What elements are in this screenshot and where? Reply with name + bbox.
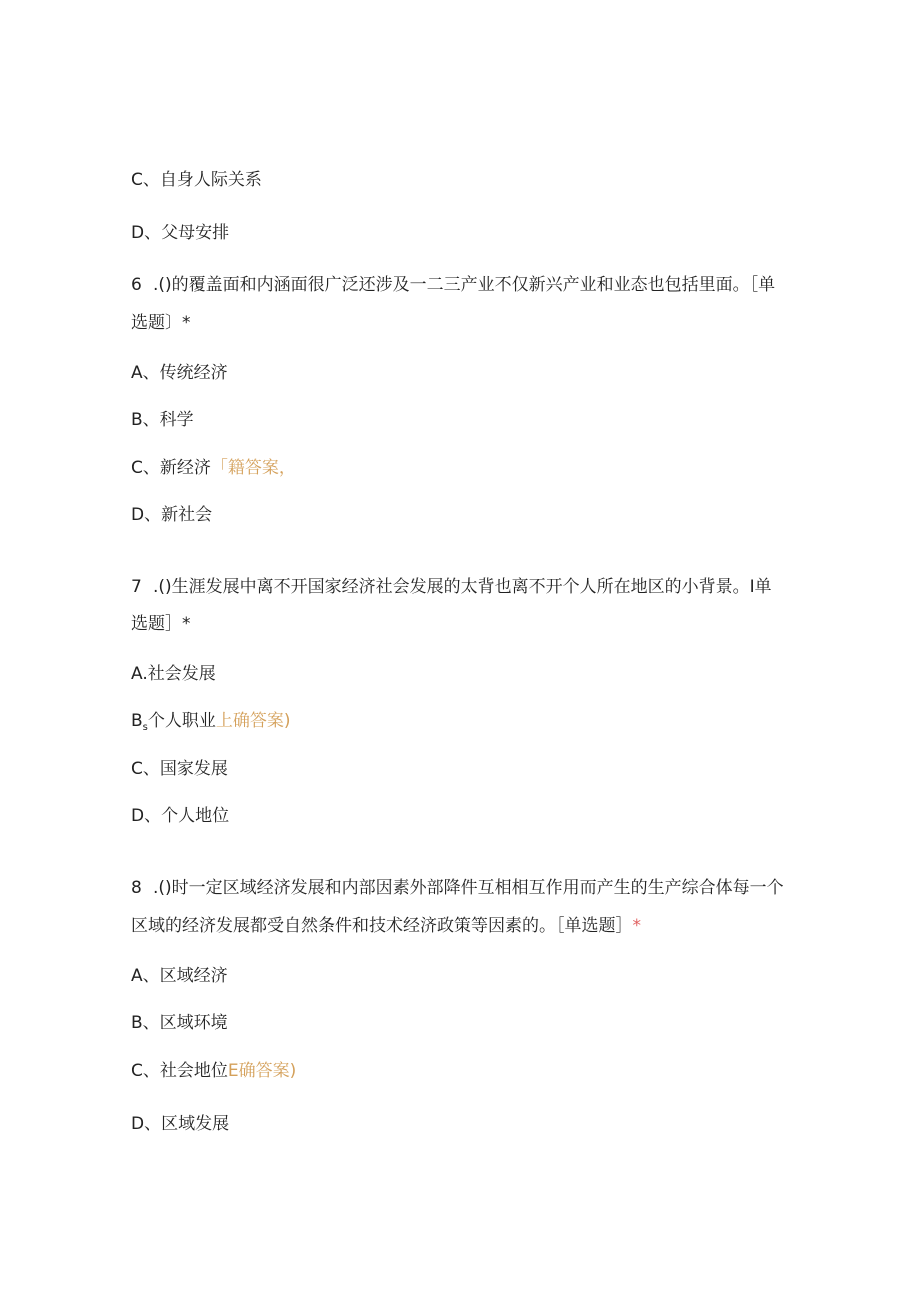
option-6a: A、传统经济: [131, 363, 228, 383]
option-7d: D、个人地位: [131, 806, 230, 826]
question-7-line-2: 选题］*: [131, 614, 191, 634]
option-6b: B、科学: [131, 410, 194, 430]
question-6-line-2: 选题〕*: [131, 313, 191, 333]
option-7c: C、国家发展: [131, 759, 228, 779]
question-number: 8: [131, 878, 142, 898]
option-5c: C、自身人际关系: [131, 170, 262, 190]
option-6d: D、新社会: [131, 505, 213, 525]
question-number: 6: [131, 275, 142, 295]
question-6-line-1: 6 .()的覆盖面和内涵面很广泛还涉及一二三产业不仅新兴产业和业态也包括里面。［单: [131, 275, 776, 295]
option-5d: D、父母安排: [131, 223, 230, 243]
option-7b: $B_s$个人职业上确答案): [131, 711, 291, 733]
question-8-line-1: 8 .()时一定区域经济发展和内部因素外部降件互相相互作用而产生的生产综合体每一个: [131, 878, 784, 898]
answer-mark: 「籍答案，: [210, 458, 296, 478]
option-6c: C、新经济「籍答案，: [131, 458, 296, 478]
question-7-line-1: 7 .()生涯发展中离不开国家经济社会发展的太背也离不开个人所在地区的小背景。I单: [131, 577, 772, 597]
question-8-line-2: 区域的经济发展都受自然条件和技术经济政策等因素的。［单选题］*: [131, 916, 641, 936]
question-number: 7: [131, 577, 142, 597]
answer-mark: 上确答案): [215, 711, 291, 731]
option-7a: A.社会发展: [131, 664, 216, 684]
option-8a: A、区域经济: [131, 966, 228, 986]
option-8d: D、区域发展: [131, 1114, 230, 1134]
option-8c: C、社会地位E确答案): [131, 1061, 297, 1081]
option-8b: B、区域环境: [131, 1013, 228, 1033]
answer-mark: E确答案): [227, 1061, 297, 1081]
required-mark: *: [632, 916, 641, 936]
